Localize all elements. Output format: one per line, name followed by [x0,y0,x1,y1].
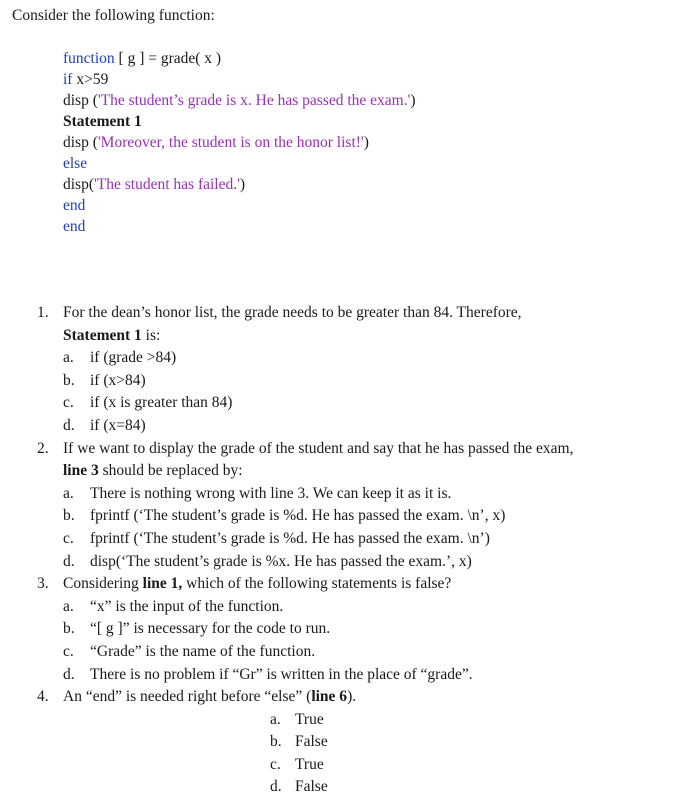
option-letter: c. [63,394,74,412]
option-text: “[ g ]” is necessary for the code to run. [90,620,331,638]
option-text: if (x=84) [90,416,146,434]
option-letter: d. [270,778,282,796]
question-bold-text: line 6 [311,688,348,706]
option-text: There is nothing wrong with line 3. We can keep it as it is. [90,484,452,502]
option-text: disp(‘The student’s grade is %x. He has passed the exam.’, x) [90,552,472,570]
option-text: “Grade” is the name of the function. [90,642,316,660]
code-text: ) [410,92,416,109]
code-block [63,48,416,237]
question-3-option-d [0,664,687,687]
option-letter: d. [63,416,75,434]
question-number: 4. [37,688,49,706]
code-line-5 [63,132,416,153]
question-2-option-c [0,528,687,551]
question-text: If we want to display the grade of the student and say that he has passed the exam, [63,439,574,457]
question-1-option-c [0,392,687,415]
code-line-1 [63,48,416,69]
option-text: False [295,778,328,796]
question-3-option-c [0,641,687,664]
question-list [0,302,687,799]
question-3-option-b [0,618,687,641]
option-text: True [295,710,324,728]
code-text: ) [239,176,246,193]
option-letter: c. [63,642,74,660]
option-letter: c. [63,529,74,547]
code-text: ) [363,134,369,151]
code-text: disp ( [63,92,98,109]
question-4-option-a [0,709,687,732]
option-text: False [295,733,328,751]
code-text: disp( [63,176,94,193]
option-text: “x” is the input of the function. [90,597,284,615]
question-3 [0,573,687,596]
code-keyword: function [63,50,115,67]
option-text: fprintf (‘The student’s grade is %d. He has passed the exam. \n’) [90,529,490,547]
code-text: [ g ] = grade( x ) [114,50,222,67]
question-bold-text: Statement 1 [63,326,142,344]
question-number: 3. [37,575,49,593]
question-text: Considering [63,575,143,593]
option-letter: b. [63,371,75,389]
question-4-option-b [0,731,687,754]
option-text: There is no problem if “Gr” is written in the place of “grade”. [90,665,473,683]
code-string: 'Moreover, the student is on the honor list!' [97,134,364,151]
question-2-option-d [0,551,687,574]
option-text: if (grade >84) [90,349,177,367]
option-text: if (x>84) [90,371,146,389]
question-2 [0,438,687,461]
option-letter: a. [63,484,74,502]
code-string: 'The student has failed.' [94,176,240,193]
code-string: 'The student’s grade is x. He has passed the exam.' [97,92,411,109]
question-bold-text: line 3 [63,462,99,480]
question-text: is: [141,326,161,344]
question-text: For the dean’s honor list, the grade needs to be greater than 84. Therefore, [63,304,522,321]
code-line-8: end [63,197,86,214]
question-3-option-a [0,596,687,619]
code-line-7 [63,174,416,195]
question-bold-text: line 1, [142,575,183,593]
code-line-4: Statement 1 [63,113,142,130]
option-letter: a. [63,349,74,367]
question-4 [0,686,687,709]
question-1 [0,302,687,325]
option-letter: d. [63,665,75,683]
code-line-3 [63,90,416,111]
code-line-6: else [63,155,88,172]
question-1-continued [0,325,687,348]
code-text: disp ( [63,134,98,151]
question-1-option-d [0,415,687,438]
option-letter: a. [270,710,281,728]
code-text: x>59 [72,71,109,88]
option-text: if (x is greater than 84) [90,394,233,412]
intro-text: Consider the following function: [12,7,215,24]
question-4-option-d [0,776,687,799]
question-text: which of the following statements is false? [182,575,452,593]
question-2-option-a [0,483,687,506]
question-2-option-b [0,505,687,528]
question-2-continued [0,460,687,483]
question-4-option-c [0,754,687,777]
option-text: fprintf (‘The student’s grade is %d. He has passed the exam. \n’, x) [90,507,506,525]
question-number: 1. [37,304,49,321]
option-letter: b. [63,507,75,525]
question-1-option-b [0,370,687,393]
question-number: 2. [37,439,49,457]
code-line-9: end [63,218,86,235]
code-keyword: if [63,71,73,88]
option-text: True [295,755,324,773]
option-letter: c. [270,755,281,773]
question-text: An “end” is needed right before “else” ( [63,688,312,706]
question-text: ). [347,688,357,706]
option-letter: a. [63,597,74,615]
code-line-2 [63,69,416,90]
question-text: should be replaced by: [98,462,243,480]
question-1-option-a [0,347,687,370]
option-letter: d. [63,552,75,570]
option-letter: b. [270,733,282,751]
option-letter: b. [63,620,75,638]
